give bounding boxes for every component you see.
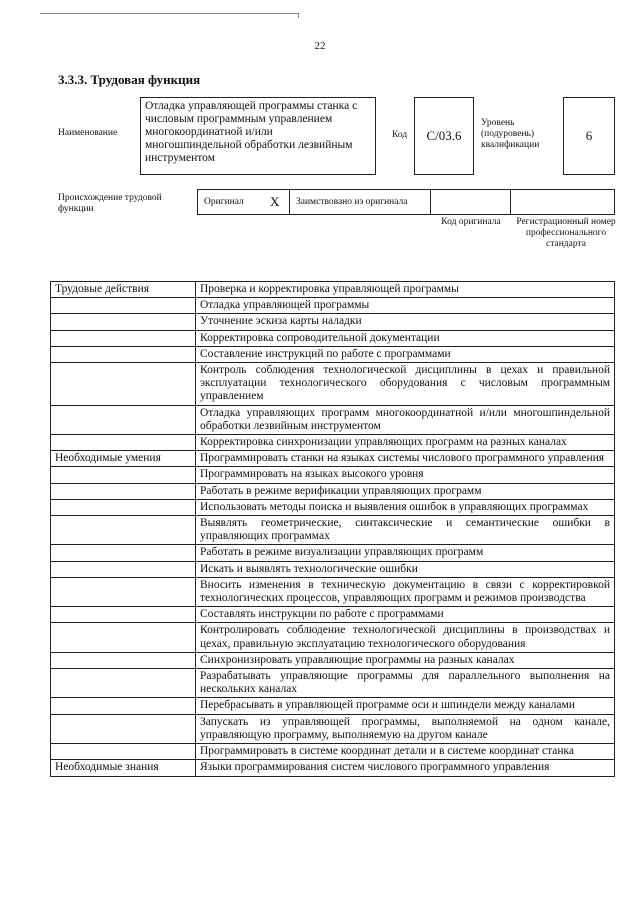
list-item: Вносить изменения в техническую документацию в связи с корректировкой технологических процессов, управляющих программ и режимов производства [196, 577, 615, 606]
section-spacer-cell [51, 669, 196, 698]
list-item: Работать в режиме визуализации управляющих программ [196, 545, 615, 561]
function-name-value: Отладка управляющей программы станка с числовым программным управлением многокоординатной и/или многошпиндельной обработки лезвийным инструментом [145, 100, 358, 164]
reg-number-caption: Регистрационный номер профессионального стандарта [516, 217, 616, 249]
list-item: Отладка управляющих программ многокоординатной и/или многошпиндельной обработки лезвийным инструментом [196, 405, 615, 434]
name-label: Наименование [58, 128, 118, 138]
section-title-cell: Необходимые умения [51, 451, 196, 467]
code-box [414, 97, 474, 175]
table-row [51, 577, 615, 606]
list-item: Программировать на языках высокого уровня [196, 467, 615, 483]
section-spacer-cell [51, 623, 196, 652]
list-item: Контролировать соблюдение технологической дисциплины в производствах и цехах, правильную эксплуатацию технологического оборудования [196, 623, 615, 652]
section-title-cell: Необходимые знания [51, 760, 196, 776]
section-spacer-cell [51, 405, 196, 434]
origin-divider-2 [430, 189, 431, 215]
origin-divider-3 [510, 189, 511, 215]
section-spacer-cell [51, 744, 196, 760]
table-row [51, 545, 615, 561]
list-item: Искать и выявлять технологические ошибки [196, 561, 615, 577]
list-item: Корректировка синхронизации управляющих программ на разных каналах [196, 435, 615, 451]
section-spacer-cell [51, 467, 196, 483]
level-value: 6 [585, 128, 593, 143]
table-row [51, 467, 615, 483]
list-item: Корректировка сопроводительной документации [196, 330, 615, 346]
page-number: 22 [314, 40, 326, 52]
original-label: Оригинал [204, 197, 244, 207]
table-row [51, 669, 615, 698]
level-label: Уровень (подуровень) квалификации [481, 118, 540, 150]
section-spacer-cell [51, 577, 196, 606]
table-row [51, 623, 615, 652]
table-row [51, 451, 615, 467]
section-spacer-cell [51, 298, 196, 314]
section-spacer-cell [51, 607, 196, 623]
section-spacer-cell [51, 545, 196, 561]
code-label: Код [392, 130, 408, 140]
table-row [51, 282, 615, 298]
table-row [51, 561, 615, 577]
table-row [51, 652, 615, 668]
list-item: Выявлять геометрические, синтаксические и семантические ошибки в управляющих программах [196, 516, 615, 545]
table-row [51, 760, 615, 776]
section-spacer-cell [51, 346, 196, 362]
table-row [51, 298, 615, 314]
table-row [51, 405, 615, 434]
table-row [51, 330, 615, 346]
function-table-body [51, 282, 615, 777]
table-row [51, 516, 615, 545]
list-item: Составлять инструкции по работе с программами [196, 607, 615, 623]
origin-label: Происхождение трудовой функции [58, 193, 162, 214]
origin-divider-1 [289, 189, 290, 215]
scan-margin-mark [40, 13, 299, 18]
table-row [51, 483, 615, 499]
table-row [51, 435, 615, 451]
code-value: C/03.6 [426, 128, 462, 143]
list-item: Запускать из управляющей программы, выполняемой на одном канале, управляющую программу, выполняемую на другом канале [196, 714, 615, 743]
section-spacer-cell [51, 698, 196, 714]
section-spacer-cell [51, 363, 196, 406]
section-spacer-cell [51, 314, 196, 330]
section-spacer-cell [51, 435, 196, 451]
table-row [51, 363, 615, 406]
original-mark: X [270, 194, 280, 209]
table-row [51, 346, 615, 362]
list-item: Работать в режиме верификации управляющих программ [196, 483, 615, 499]
section-spacer-cell [51, 652, 196, 668]
list-item: Уточнение эскиза карты наладки [196, 314, 615, 330]
list-item: Проверка и корректировка управляющей программы [196, 282, 615, 298]
table-row [51, 499, 615, 515]
function-table [50, 281, 615, 777]
table-row [51, 714, 615, 743]
list-item: Контроль соблюдения технологической дисциплины в цехах и правильной эксплуатации технологического оборудования с числовым программным управлением [196, 363, 615, 406]
list-item: Языки программирования систем числового программного управления [196, 760, 615, 776]
section-spacer-cell [51, 499, 196, 515]
table-row [51, 607, 615, 623]
list-item: Разрабатывать управляющие программы для параллельного выполнения на нескольких каналах [196, 669, 615, 698]
list-item: Отладка управляющей программы [196, 298, 615, 314]
list-item: Перебрасывать в управляющей программе оси и шпиндели между каналами [196, 698, 615, 714]
section-title-cell: Трудовые действия [51, 282, 196, 298]
list-item: Программировать станки на языках системы числового программного управления [196, 451, 615, 467]
table-row [51, 698, 615, 714]
borrowed-label: Заимствовано из оригинала [296, 197, 408, 207]
list-item: Синхронизировать управляющие программы на разных каналах [196, 652, 615, 668]
table-row [51, 744, 615, 760]
list-item: Составление инструкций по работе с программами [196, 346, 615, 362]
section-spacer-cell [51, 714, 196, 743]
section-spacer-cell [51, 516, 196, 545]
list-item: Программировать в системе координат детали и в системе координат станка [196, 744, 615, 760]
table-row [51, 314, 615, 330]
level-box [563, 97, 615, 175]
list-item: Использовать методы поиска и выявления ошибок в управляющих программах [196, 499, 615, 515]
section-title: 3.3.3. Трудовая функция [58, 72, 201, 87]
code-original-caption: Код оригинала [441, 217, 501, 227]
section-spacer-cell [51, 330, 196, 346]
function-name-box [140, 97, 376, 175]
section-spacer-cell [51, 483, 196, 499]
section-spacer-cell [51, 561, 196, 577]
